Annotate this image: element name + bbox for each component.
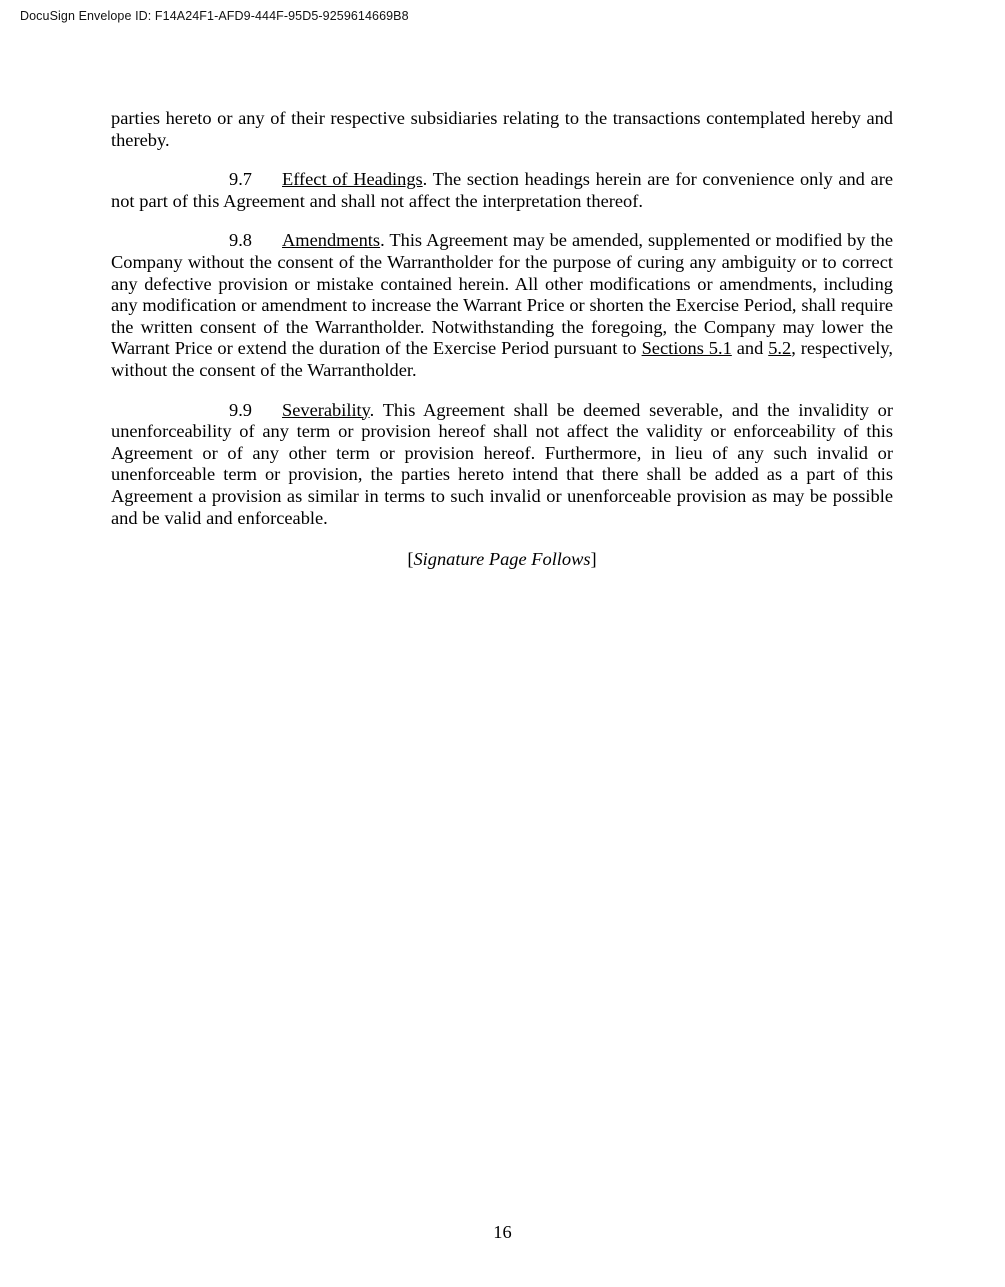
section-9-8 [111, 230, 893, 381]
section-9-8-body-part-2: and [731, 338, 769, 359]
docusign-envelope-id: DocuSign Envelope ID: F14A24F1-AFD9-444F-95D5-9259614669B8 [20, 9, 409, 23]
section-9-9-number: 9.9 [229, 399, 252, 420]
section-9-7-body: . The section headings herein are for convenience only and are not part of this Agreement and shall not affect the interpretation thereof. [111, 169, 893, 211]
section-9-7-number: 9.7 [229, 169, 252, 190]
signature-page-follows-note [111, 549, 893, 571]
section-9-8-body-part-1: . This Agreement may be amended, supplemented or modified by the Company without the consent of the Warrantholder for the purpose of curing any ambiguity or to correct any defective provision or mistake contained herein. All other modifications or amendments, including any modification or amendment to increase the Warrant Price or shorten the Exercise Period, shall require the written consent of the Warrantholder. Notwithstanding the foregoing, the Company may lower the Warrant Price or extend the duration of the Exercise Period pursuant to [111, 230, 893, 359]
cross-reference-5-2: 5.2 [768, 338, 792, 359]
section-9-8-body-part-3: , respectively, without the consent of the Warrantholder. [111, 338, 894, 380]
section-9-9-body: . This Agreement shall be deemed severable, and the invalidity or unenforceability of any term or provision hereof shall not affect the validity or enforceability of this Agreement or of any other term or provision hereof. Furthermore, in lieu of any such invalid or unenforceable term or provision, the parties hereto intend that there shall be added as a part of this Agreement a provision as similar in terms to such invalid or unenforceable provision as may be possible and be valid and enforceable. [111, 399, 893, 528]
section-9-7-heading: Effect of Headings [282, 169, 423, 190]
section-9-9 [111, 400, 893, 530]
page-number: 16 [493, 1222, 512, 1242]
bracket-close: ] [590, 549, 597, 570]
document-body [111, 108, 893, 571]
paragraph-continued-text: parties hereto or any of their respective subsidiaries relating to the transactions contemplated hereby and thereby. [111, 108, 893, 150]
section-9-8-heading: Amendments [282, 230, 381, 251]
paragraph-continued [111, 108, 893, 151]
section-9-9-heading: Severability [282, 399, 370, 420]
section-9-8-number: 9.8 [229, 230, 252, 251]
cross-reference-sections-5-1: Sections 5.1 [641, 338, 732, 359]
bracket-open: [ [407, 549, 414, 570]
signature-page-follows-text: Signature Page Follows [413, 549, 591, 570]
section-9-7 [111, 169, 893, 212]
